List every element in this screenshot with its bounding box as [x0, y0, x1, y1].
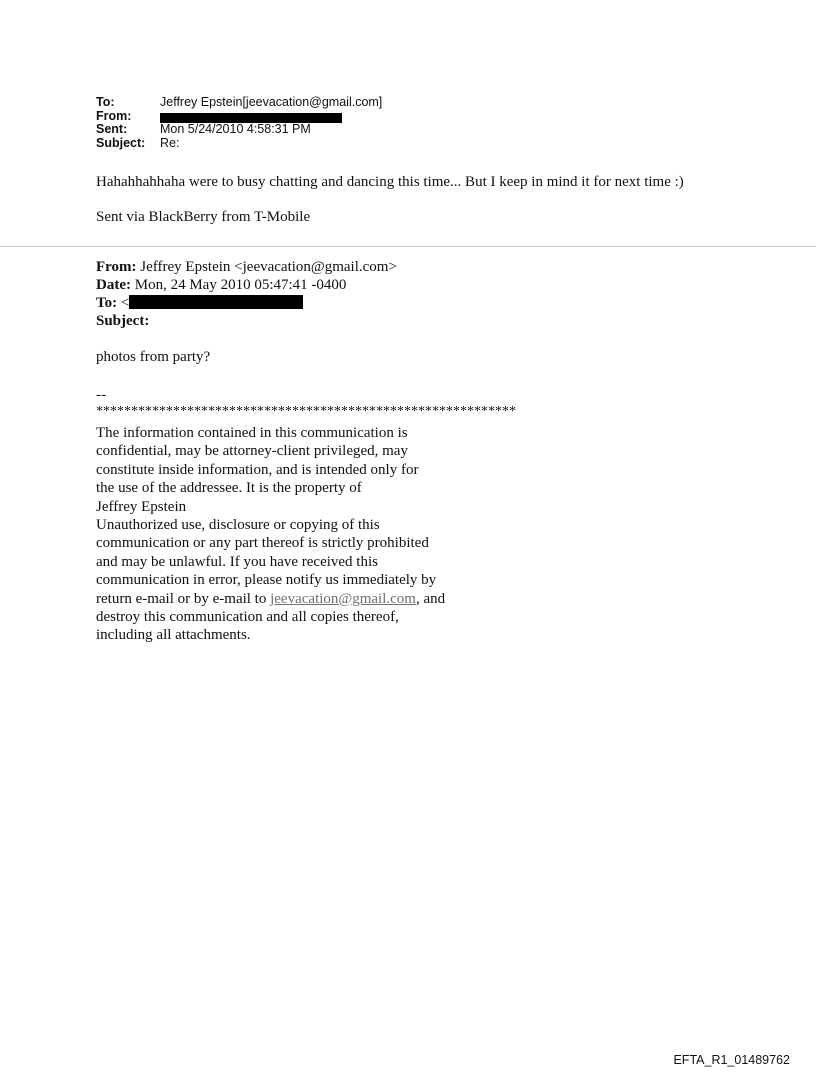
disclaimer-line: communication in error, please notify us immediately by	[96, 572, 437, 589]
redaction-bar	[160, 113, 342, 123]
orig-date-row	[96, 276, 397, 294]
sent-label: Sent:	[96, 122, 128, 136]
orig-to-prefix: <	[120, 295, 130, 311]
disclaimer-line: destroy this communication and all copies thereof,	[96, 609, 399, 626]
reply-body: Hahahhahhaha were to busy chatting and dancing this time... But I keep in mind it for next time :)	[96, 174, 684, 190]
subject-label: Subject:	[96, 135, 146, 150]
sent-value: Mon 5/24/2010 4:58:31 PM	[160, 122, 311, 136]
original-body: photos from party?	[96, 349, 211, 365]
orig-date-value: Mon, 24 May 2010 05:47:41 -0400	[134, 277, 347, 293]
reply-header	[96, 96, 382, 150]
orig-subject-row	[96, 312, 397, 330]
subject-row	[96, 137, 382, 151]
orig-date-label: Date:	[96, 277, 131, 293]
sent-row	[96, 123, 382, 137]
subject-value: Re:	[160, 135, 180, 150]
orig-from-label: From:	[96, 259, 137, 275]
disclaimer-line: constitute inside information, and is intended only for	[96, 461, 419, 478]
orig-from-value: Jeffrey Epstein <jeevacation@gmail.com>	[140, 259, 397, 275]
disclaimer	[96, 424, 445, 645]
orig-from-row	[96, 258, 397, 276]
from-label: From:	[96, 108, 132, 123]
to-label: To:	[96, 95, 115, 109]
signature: Sent via BlackBerry from T-Mobile	[96, 209, 311, 225]
orig-to-row	[96, 294, 397, 312]
disclaimer-line: Unauthorized use, disclosure or copying of this	[96, 517, 380, 534]
divider	[0, 246, 816, 247]
disclaimer-line: and may be unlawful. If you have received this	[96, 553, 378, 570]
disclaimer-line: communication or any part thereof is strictly prohibited	[96, 535, 429, 552]
from-row	[96, 110, 382, 124]
original-header	[96, 258, 397, 330]
orig-subject-label: Subject:	[96, 313, 150, 329]
disclaimer-line: Jeffrey Epstein	[96, 498, 187, 515]
disclaimer-line: confidential, may be attorney-client privileged, may	[96, 443, 408, 460]
email-link[interactable]: jeevacation@gmail.com	[270, 590, 416, 607]
disclaimer-line: the use of the addressee. It is the property of	[96, 480, 362, 497]
line-suffix: , and	[415, 590, 446, 607]
disclaimer-line: including all attachments.	[96, 627, 251, 644]
orig-to-label: To:	[96, 295, 118, 311]
to-value: Jeffrey Epstein[jeevacation@gmail.com]	[160, 95, 383, 109]
disclaimer-line: The information contained in this communication is	[96, 425, 408, 441]
line-prefix: return e-mail or by e-mail to	[96, 590, 271, 607]
redaction-bar	[129, 295, 303, 309]
document-id: EFTA_R1_01489762	[673, 1053, 790, 1067]
disclaimer-line	[96, 590, 445, 608]
to-row	[96, 96, 382, 110]
sig-dashes: --	[96, 387, 106, 403]
asterisk-line: ************************************************************	[96, 404, 516, 419]
